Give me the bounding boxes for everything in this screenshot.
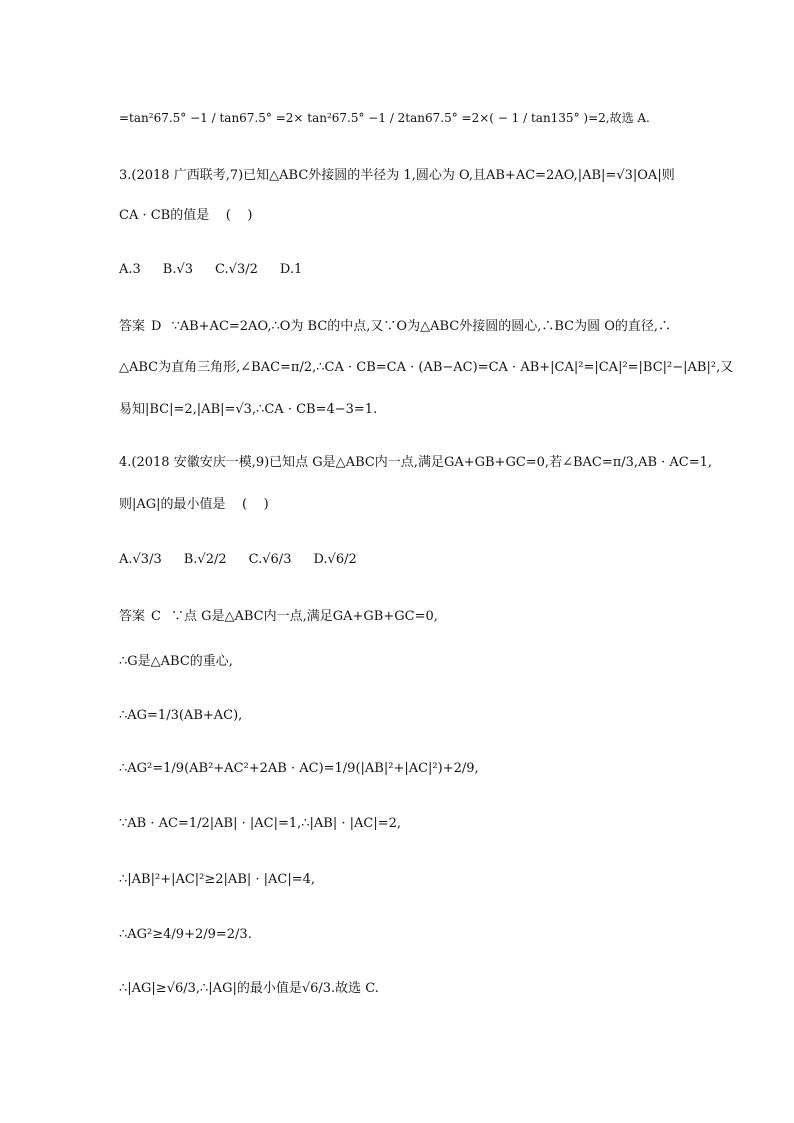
question-4-solution-line-5: ∵AB · AC=1/2|AB| · |AC|=1,∴|AB| · |AC|=2, [119, 816, 402, 831]
option-b: B.√3 [162, 262, 194, 277]
question-4-solution-line-8: ∴|AG|≥√6/3,∴|AG|的最小值是√6/3.故选 C. [119, 981, 379, 996]
answer-letter: D [151, 319, 162, 334]
question-4-solution-line-3: ∴AG=1/3(AB+AC), [119, 708, 243, 723]
option-d: D.√6/2 [313, 552, 357, 567]
question-4-solution-line-1: 答案 C ∵点 G是△ABC内一点,满足GA+GB+GC=0, [119, 606, 754, 628]
equation-line: =tan²67.5° −1 / tan67.5° =2× tan²67.5° −1 / 2tan67.5° =2×( − 1 / tan135° )=2,故选 A. [119, 111, 650, 125]
question-3-solution-line-2: △ABC为直角三角形,∠BAC=π/2,∴CA · CB=CA · (AB−AC)=CA · AB+|CA|²=|CA|²=|BC|²−|AB|²,又 [119, 360, 734, 375]
answer-label: 答案 [119, 609, 146, 624]
question-4-solution-line-6: ∴|AB|²+|AC|²≥2|AB| · |AC|=4, [119, 872, 316, 887]
question-4-stem-continued: 则|AG|的最小值是 ( ) [119, 497, 269, 512]
question-3-stem: 3.(2018 广西联考,7)已知△ABC外接圆的半径为 1,圆心为 O,且AB+AC=2AO,|AB|=√3|OA|则 [119, 168, 675, 183]
option-b: B.√2/2 [183, 552, 227, 567]
option-a: A.3 [119, 262, 141, 277]
option-d: D.1 [279, 262, 303, 277]
question-3-solution-line-1: 答案 D ∵AB+AC=2AO,∴O为 BC的中点,又∵O为△ABC外接圆的圆心,∴BC为圆 O的直径,∴ [119, 316, 754, 338]
option-c: C.√3/2 [215, 262, 258, 277]
question-3-options [119, 259, 754, 281]
answer-label: 答案 [119, 319, 146, 334]
option-a: A.√3/3 [119, 552, 162, 567]
question-4-solution-line-2: ∴G是△ABC的重心, [119, 654, 233, 669]
option-c: C.√6/3 [248, 552, 292, 567]
question-3-solution-line-3: 易知|BC|=2,|AB|=√3,∴CA · CB=4−3=1. [119, 402, 378, 417]
question-4-solution-line-7: ∴AG²≥4/9+2/9=2/3. [119, 927, 252, 942]
question-4-stem: 4.(2018 安徽安庆一模,9)已知点 G是△ABC内一点,满足GA+GB+GC=0,若∠BAC=π/3,AB · AC=1, [119, 455, 713, 470]
question-3-stem-continued: CA · CB的值是 ( ) [119, 208, 253, 223]
answer-letter: C [151, 609, 161, 624]
question-4-solution-line-4: ∴AG²=1/9(AB²+AC²+2AB · AC)=1/9(|AB|²+|AC|²)+2/9, [119, 761, 479, 776]
question-4-options [119, 549, 754, 571]
